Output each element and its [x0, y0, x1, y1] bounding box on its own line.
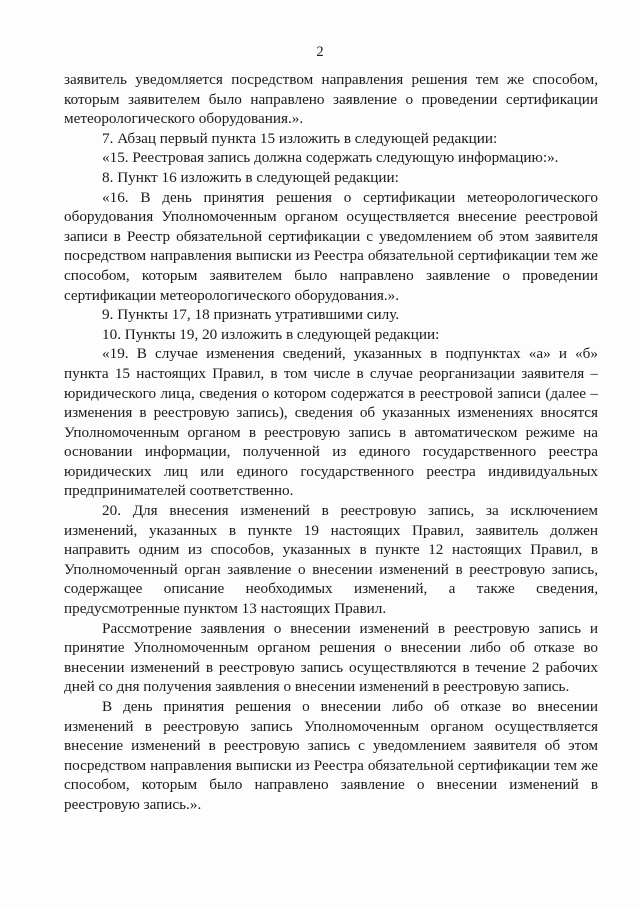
document-body — [64, 70, 598, 815]
paragraph-continuation: заявитель уведомляется посредством направления решения тем же способом, которым заявителем было направлено заявление о проведении сертификации метеорологического оборудования.». — [64, 71, 598, 128]
paragraph-clause-15: «15. Реестровая запись должна содержать следующую информацию:». — [102, 149, 559, 167]
paragraph-item-10: 10. Пункты 19, 20 изложить в следующей редакции: — [102, 325, 440, 343]
paragraph-item-7: 7. Абзац первый пункта 15 изложить в следующей редакции: — [102, 129, 498, 147]
paragraph-decision-day: В день принятия решения о внесении либо об отказе во внесении изменений в реестровую запись Уполномоченным органом осуществляется внесение изменений в реестровую запись с уведомлением заявителя об этом посредством направления выписки из Реестра обязательной сертификации тем же способом, которым было направлено заявление о внесении изменений в реестровую запись.». — [64, 698, 598, 813]
paragraph-item-8: 8. Пункт 16 изложить в следующей редакции: — [102, 168, 399, 186]
paragraph-item-9: 9. Пункты 17, 18 признать утратившими силу. — [102, 306, 400, 324]
paragraph-clause-20: 20. Для внесения изменений в реестровую запись, за исключением изменений, указанных в пункте 19 настоящих Правил, заявитель должен направить одним из способов, указанных в пункте 12 настоящих Правил, в Уполномоченный орган заявление о внесении изменений в реестровую запись, содержащее описание необходимых изменений, а также сведения, предусмотренные пунктом 13 настоящих Правил. — [64, 502, 598, 618]
paragraph-clause-19: «19. В случае изменения сведений, указанных в подпунктах «а» и «б» пункта 15 настоящих Правил, в том числе в случае реорганизации заявителя – юридического лица, сведения о котором содержатся в реестровой записи (далее – изменения в реестровую запись), сведения об указанных изменениях вносятся Уполномоченным органом в реестровую запись в автоматическом режиме на основании информации, полученной из единого государственного реестра юридических лиц или единого государственного реестра индивидуальных предпринимателей соответственно. — [64, 345, 598, 500]
page-number: 2 — [316, 44, 324, 60]
paragraph-review-period: Рассмотрение заявления о внесении изменений в реестровую запись и принятие Уполномоченным органом решения о внесении либо об отказе во внесении изменений в реестровую запись осуществляются в течение 2 рабочих дней со дня получения заявления о внесении изменений в реестровую запись. — [64, 619, 598, 696]
paragraph-clause-16: «16. В день принятия решения о сертификации метеорологического оборудования Уполномоченным органом осуществляется внесение реестровой записи в Реестр обязательной сертификации с уведомлением об этом заявителя посредством направления выписки из Реестра обязательной сертификации тем же способом, которым заявителем было направлено заявление о проведении сертификации метеорологического оборудования.». — [64, 188, 598, 304]
